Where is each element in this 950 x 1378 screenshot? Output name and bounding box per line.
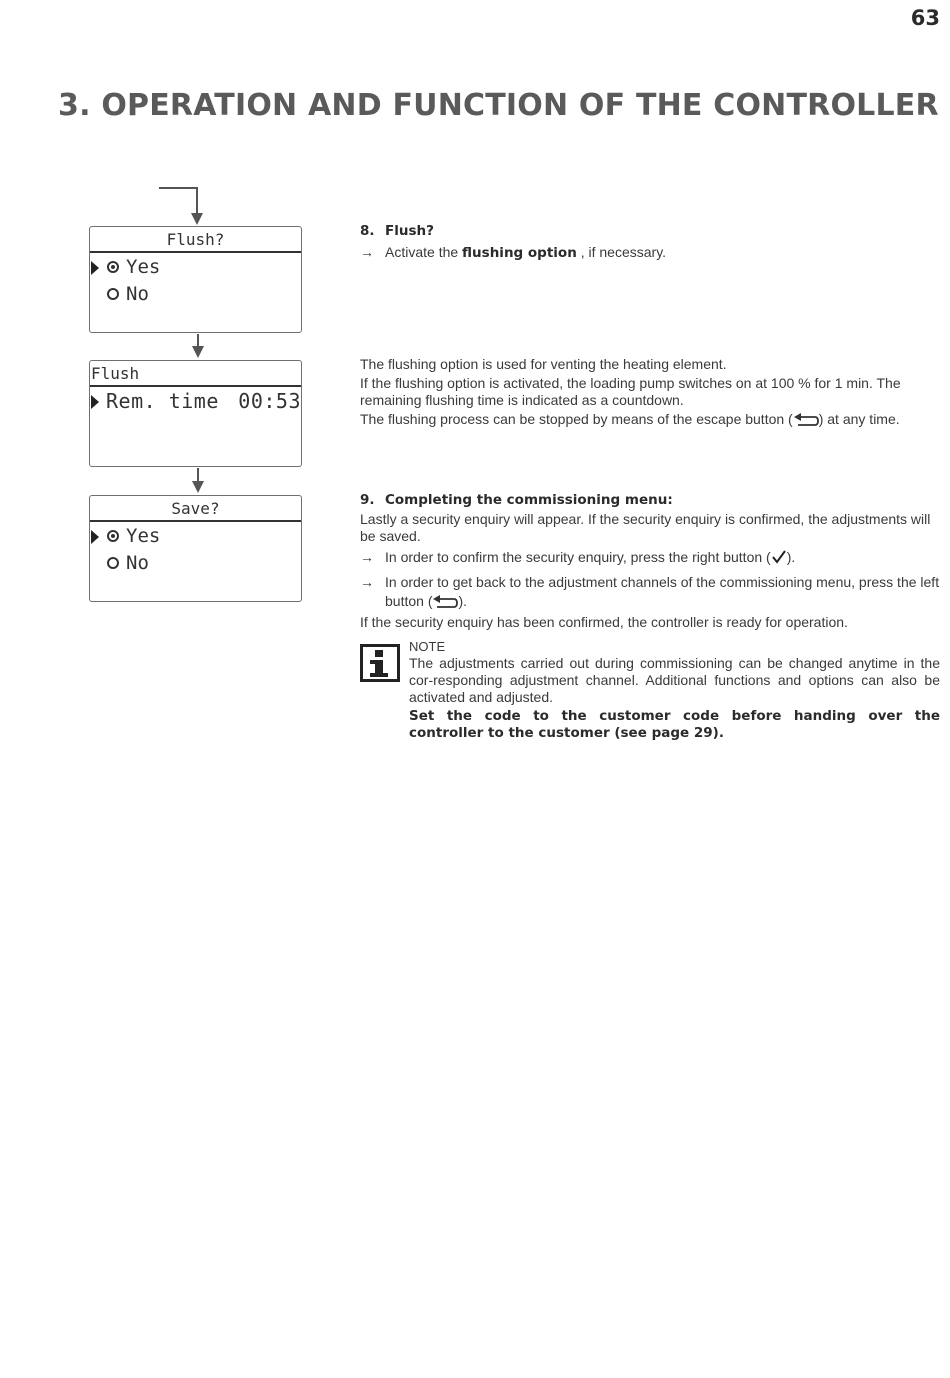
step-heading [360, 223, 940, 240]
lcd-option-no[interactable] [90, 281, 301, 308]
lcd-title: Flush? [90, 227, 301, 253]
radio-checked-icon [107, 530, 119, 542]
lcd-row-remaining-time [90, 388, 301, 415]
flush-info-section [360, 356, 940, 430]
cursor-triangle-icon [91, 261, 99, 275]
radio-unchecked-icon [107, 557, 119, 569]
bullet-text: Activate the [385, 244, 463, 260]
note-block [409, 638, 940, 742]
step-number: 8. [360, 223, 375, 239]
note-strong-text: Set the code to the customer code before handing over the controller to the customer (see page 29). [409, 708, 940, 741]
lcd-option-yes[interactable] [90, 254, 301, 281]
cursor-triangle-icon [91, 395, 99, 409]
remaining-time-value: 00:53 [238, 389, 301, 413]
lcd-option-no[interactable] [90, 550, 301, 577]
note-label: NOTE [409, 639, 446, 654]
info-icon [360, 644, 400, 682]
paragraph-text: ) at any time. [818, 411, 900, 427]
arrow-bullet-icon: → [360, 574, 374, 590]
step-title: Completing the commissioning menu: [385, 492, 673, 508]
bullet-text-bold: flushing option [462, 245, 577, 261]
lcd-option-yes[interactable] [90, 523, 301, 550]
note-text: The adjustments carried out during commissioning can be changed anytime in the cor-responding adjustment channel. Additional functions and options can also be activated and adjusted. [409, 655, 940, 705]
paragraph [360, 411, 940, 428]
bullet-text: , if necessary. [576, 244, 667, 260]
step-number: 9. [360, 492, 375, 508]
step-heading [360, 492, 940, 509]
paragraph: If the flushing option is activated, the loading pump switches on at 100 % for 1 min. The remaining flushing time is indicated as a countdown. [360, 375, 901, 408]
radio-unchecked-icon [107, 288, 119, 300]
option-label: Yes [126, 256, 161, 278]
bullet-item [360, 573, 940, 611]
cursor-triangle-icon [91, 530, 99, 544]
bullet-item [360, 244, 940, 262]
paragraph: Lastly a security enquiry will appear. If the security enquiry is confirmed, the adjustments will be saved. [360, 511, 931, 544]
page-number: 63 [910, 6, 940, 30]
checkmark-icon [771, 549, 787, 565]
remaining-time-label: Rem. time [106, 389, 219, 413]
step-title: Flush? [385, 223, 434, 239]
lcd-title: Save? [90, 496, 301, 522]
bullet-text: ). [458, 593, 468, 609]
lcd-screen-save-prompt [89, 495, 302, 602]
step-8-section [360, 223, 940, 262]
arrow-bullet-icon: → [360, 244, 374, 260]
escape-arrow-icon [793, 413, 819, 427]
paragraph-text: The flushing process can be stopped by means of the escape button ( [360, 411, 793, 427]
lcd-screen-flush-prompt [89, 226, 302, 333]
flow-arrow-down-icon [190, 468, 206, 495]
flow-arrow-entry-icon [155, 185, 207, 227]
option-label: Yes [126, 525, 161, 547]
bullet-text: In order to confirm the security enquiry, press the right button ( [385, 549, 771, 565]
radio-checked-icon [107, 261, 119, 273]
option-label: No [126, 283, 149, 305]
arrow-bullet-icon: → [360, 549, 374, 565]
option-label: No [126, 552, 149, 574]
flow-arrow-down-icon [190, 334, 206, 360]
paragraph: If the security enquiry has been confirmed, the controller is ready for operation. [360, 614, 848, 630]
page-title: 3. OPERATION AND FUNCTION OF THE CONTROLLER [58, 88, 939, 123]
paragraph: The flushing option is used for venting the heating element. [360, 356, 727, 372]
lcd-title: Flush [90, 361, 301, 387]
bullet-text: ). [786, 549, 796, 565]
bullet-item [360, 549, 940, 566]
lcd-screen-flush-running [89, 360, 302, 467]
bullet-text: In order to get back to the adjustment channels of the commissioning menu, press the left button ( [385, 574, 940, 609]
escape-arrow-icon [432, 595, 458, 609]
step-9-section [360, 492, 940, 633]
